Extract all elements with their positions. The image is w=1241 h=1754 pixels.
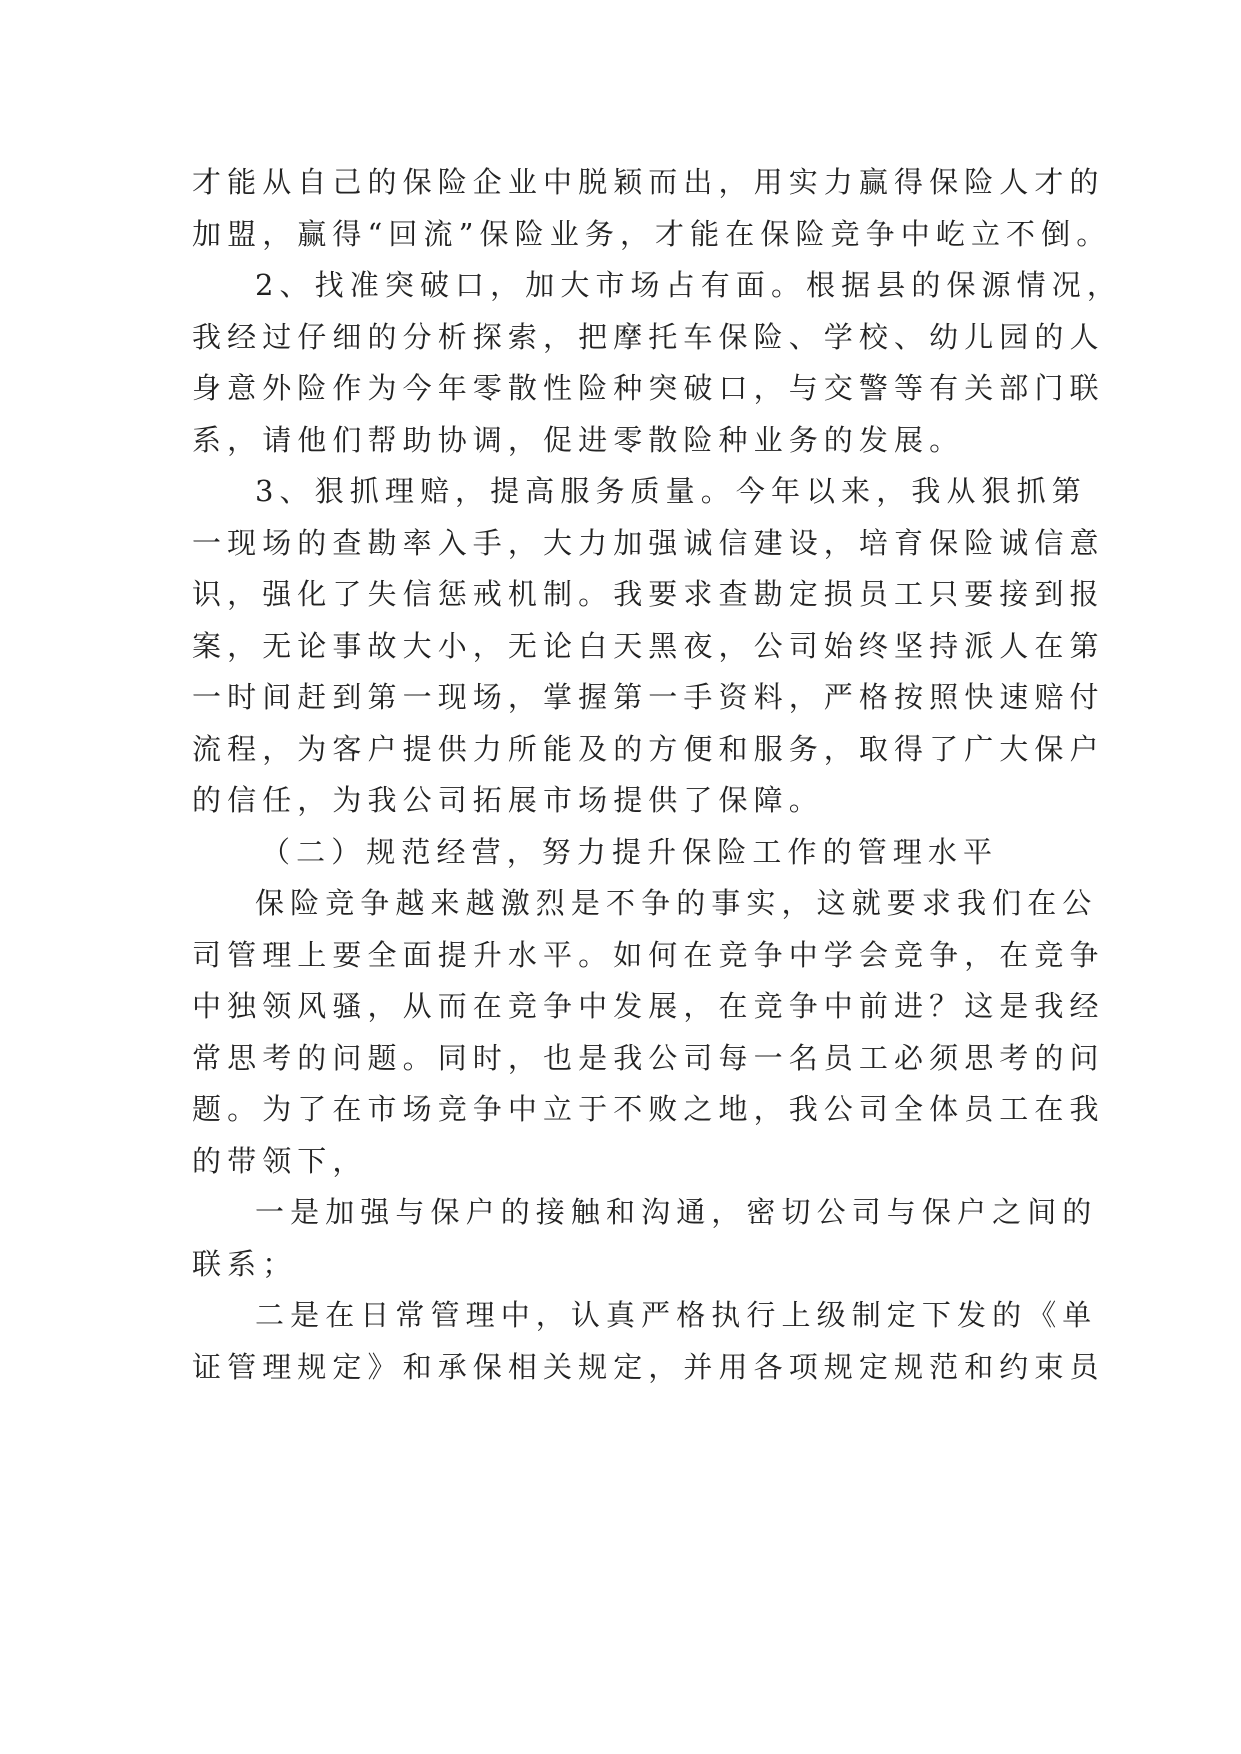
text-line: 一现场的查勘率入手，大力加强诚信建设，培育保险诚信意 (192, 525, 1105, 560)
text-line: 系，请他们帮助协调，促进零散险种业务的发展。 (192, 422, 965, 457)
text-line: 3、狠抓理赔，提高服务质量。今年以来，我从狠抓第 (255, 474, 1087, 508)
document-body (192, 157, 1122, 1393)
text-line: 二是在日常管理中，认真严格执行上级制定下发的《单 (255, 1298, 1098, 1332)
text-line: 的信任，为我公司拓展市场提供了保障。 (192, 783, 824, 817)
text-line: 2、找准突破口，加大市场占有面。根据县的保源情况， (255, 268, 1122, 302)
text-line: 我经过仔细的分析探索，把摩托车保险、学校、幼儿园的人 (192, 319, 1105, 354)
text-line: 题。为了在市场竞争中立于不败之地，我公司全体员工在我 (192, 1092, 1105, 1126)
text-line: 加盟，赢得“回流”保险业务，才能在保险竞争中屹立不倒。 (192, 216, 1112, 251)
text-line: 识，强化了失信惩戒机制。我要求查勘定损员工只要接到报 (192, 577, 1105, 611)
text-line: 证管理规定》和承保相关规定，并用各项规定规范和约束员 (192, 1349, 1105, 1384)
text-line: 司管理上要全面提升水平。如何在竞争中学会竞争，在竞争 (192, 937, 1105, 972)
text-line: 身意外险作为今年零散性险种突破口，与交警等有关部门联 (192, 371, 1105, 405)
text-line: 保险竞争越来越激烈是不争的事实，这就要求我们在公 (255, 886, 1098, 920)
section-heading: （二）规范经营，努力提升保险工作的管理水平 (261, 834, 999, 869)
text-line: 案，无论事故大小，无论白天黑夜，公司始终坚持派人在第 (192, 628, 1105, 663)
text-line: 一时间赶到第一现场，掌握第一手资料，严格按照快速赔付 (192, 680, 1105, 714)
text-line: 联系； (192, 1246, 298, 1281)
text-line: 中独领风骚，从而在竞争中发展，在竞争中前进？这是我经 (192, 989, 1105, 1023)
text-line: 一是加强与保户的接触和沟通，密切公司与保户之间的 (255, 1195, 1098, 1229)
text-line: 才能从自己的保险企业中脱颖而出，用实力赢得保险人才的 (192, 165, 1105, 199)
text-line: 的带领下， (192, 1143, 368, 1178)
text-line: 常思考的问题。同时，也是我公司每一名员工必须思考的问 (192, 1040, 1105, 1075)
text-line: 流程，为客户提供力所能及的方便和服务，取得了广大保户 (192, 731, 1105, 766)
